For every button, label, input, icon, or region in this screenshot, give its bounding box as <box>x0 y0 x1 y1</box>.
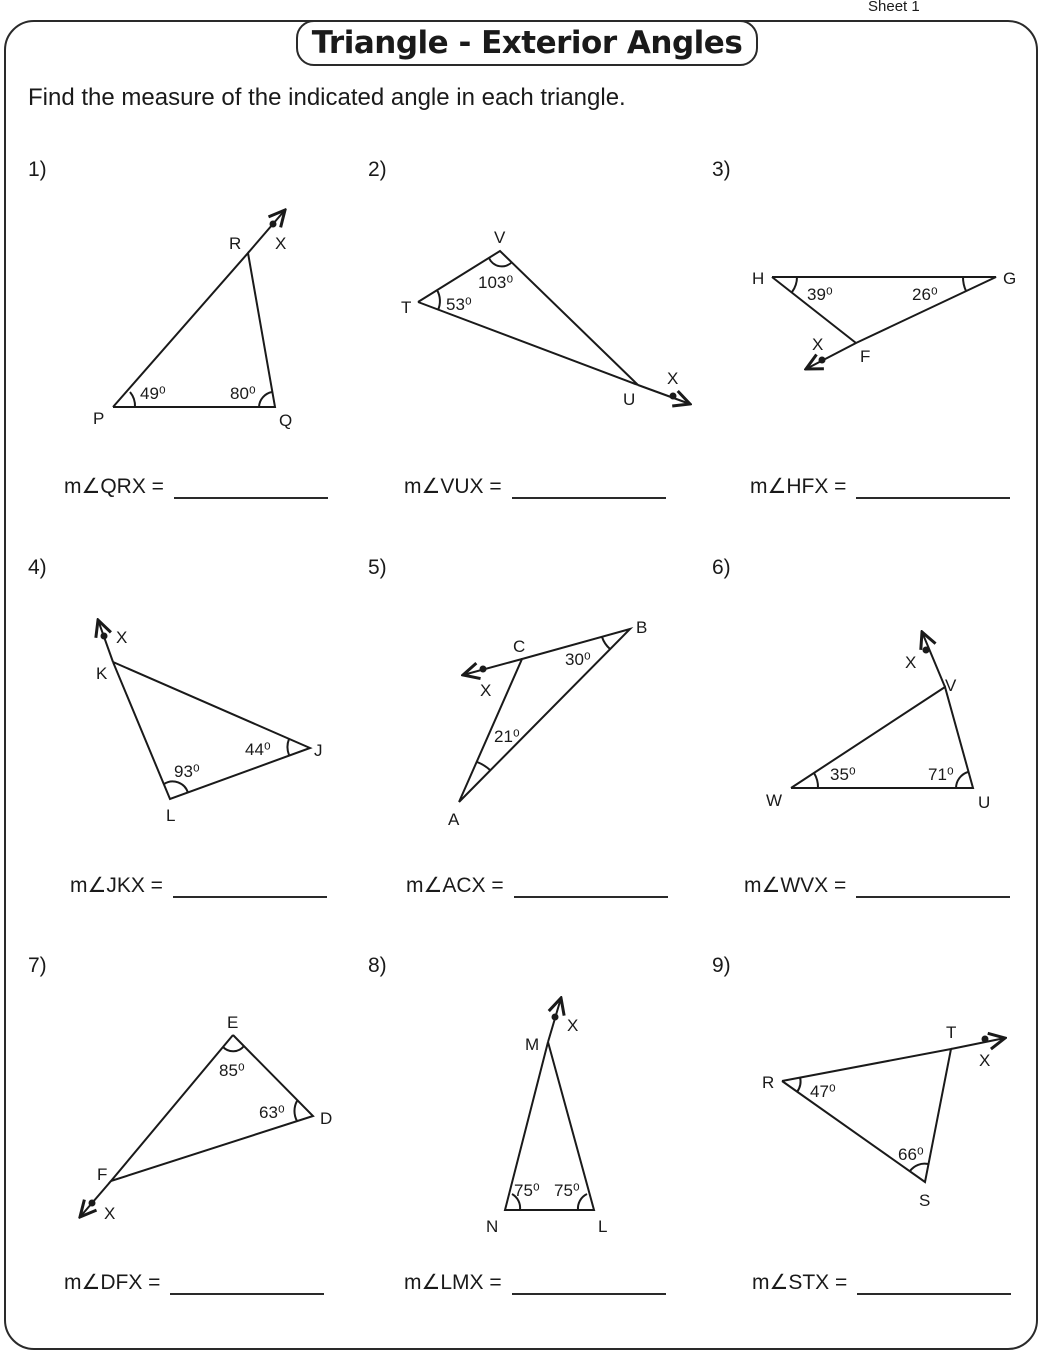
angle-label: 93⁰ <box>174 762 200 781</box>
question-label: m∠QRX = <box>64 475 164 498</box>
answer-row-7 <box>64 1270 324 1295</box>
vertex-label: F <box>860 347 871 366</box>
question-label: m∠JKX = <box>70 874 163 897</box>
problem-number: 7) <box>28 954 47 977</box>
problem-number: 6) <box>712 556 731 579</box>
angle-label: 66⁰ <box>898 1145 924 1164</box>
vertex-label: D <box>320 1109 333 1128</box>
angle-label: 30⁰ <box>565 650 591 669</box>
vertex-label: H <box>752 269 765 288</box>
labels-3 <box>752 269 1016 366</box>
triangle-8 <box>505 998 594 1210</box>
answer-blank[interactable] <box>512 1271 666 1295</box>
answer-blank[interactable] <box>514 874 668 898</box>
angle-label: 35⁰ <box>830 765 856 784</box>
angle-label: 71⁰ <box>928 765 954 784</box>
angle-label: 85⁰ <box>219 1061 245 1080</box>
problem-number: 3) <box>712 158 731 181</box>
triangle-2 <box>418 251 690 404</box>
vertex-label: K <box>96 664 108 683</box>
vertex-label: W <box>766 791 783 810</box>
labels-2 <box>401 228 678 409</box>
angle-label: 75⁰ <box>554 1181 580 1200</box>
vertex-label: T <box>401 298 412 317</box>
vertex-label: F <box>97 1165 108 1184</box>
worksheet-title: Triangle - Exterior Angles <box>296 20 758 66</box>
answer-row-2 <box>404 474 666 499</box>
sheet-label: Sheet 1 <box>868 0 920 15</box>
answer-row-1 <box>64 474 328 499</box>
triangle-4 <box>98 620 310 799</box>
problem-number: 5) <box>368 556 387 579</box>
angle-label: 80⁰ <box>230 384 256 403</box>
question-label: m∠LMX = <box>404 1271 502 1294</box>
angle-label: 75⁰ <box>514 1181 540 1200</box>
vertex-label: X <box>104 1204 116 1223</box>
angle-label: 47⁰ <box>810 1082 836 1101</box>
vertex-label: M <box>525 1035 540 1054</box>
answer-blank[interactable] <box>173 874 327 898</box>
vertex-label: X <box>567 1016 579 1035</box>
vertex-label: U <box>978 793 991 812</box>
angle-label: 21⁰ <box>494 727 520 746</box>
angle-label: 63⁰ <box>259 1103 285 1122</box>
answer-blank[interactable] <box>170 1271 324 1295</box>
triangle-1 <box>113 210 285 407</box>
angle-label: 53⁰ <box>446 295 472 314</box>
labels-9 <box>762 1023 990 1210</box>
vertex-label: U <box>623 390 636 409</box>
vertex-label: G <box>1003 269 1017 288</box>
vertex-label: X <box>667 369 679 388</box>
vertex-label: V <box>494 228 506 247</box>
question-label: m∠HFX = <box>750 475 847 498</box>
problem-number: 1) <box>28 158 47 181</box>
answer-blank[interactable] <box>512 475 666 499</box>
problem-number: 8) <box>368 954 387 977</box>
answer-blank[interactable] <box>857 1271 1011 1295</box>
vertex-label: S <box>919 1191 931 1210</box>
answer-blank[interactable] <box>856 874 1010 898</box>
vertex-label: X <box>979 1051 991 1070</box>
vertex-label: B <box>636 618 648 637</box>
vertex-label: X <box>480 681 492 700</box>
vertex-label: V <box>945 676 957 695</box>
instructions: Find the measure of the indicated angle in each triangle. <box>28 84 626 111</box>
vertex-label: X <box>116 628 128 647</box>
vertex-label: P <box>93 409 105 428</box>
vertex-label: R <box>762 1073 775 1092</box>
vertex-label: R <box>229 234 242 253</box>
angle-label: 26⁰ <box>912 285 938 304</box>
problem-number: 2) <box>368 158 387 181</box>
vertex-label: J <box>314 741 323 760</box>
vertex-label: X <box>905 653 917 672</box>
labels-7 <box>97 1013 332 1223</box>
triangle-7 <box>80 1035 313 1217</box>
vertex-label: L <box>598 1217 608 1236</box>
triangle-5 <box>459 629 630 802</box>
angle-label: 39⁰ <box>807 285 833 304</box>
angle-label: 49⁰ <box>140 384 166 403</box>
labels-5 <box>448 618 647 829</box>
question-label: m∠ACX = <box>406 874 504 897</box>
vertex-label: N <box>486 1217 499 1236</box>
vertex-label: E <box>227 1013 239 1032</box>
answer-row-8 <box>404 1270 666 1295</box>
answer-blank[interactable] <box>174 475 328 499</box>
question-label: m∠VUX = <box>404 475 502 498</box>
labels-4 <box>96 628 323 825</box>
question-label: m∠STX = <box>752 1271 848 1294</box>
problem-number: 9) <box>712 954 731 977</box>
angle-label: 44⁰ <box>245 740 271 759</box>
angle-label: 103⁰ <box>478 273 514 292</box>
vertex-label: A <box>448 810 460 829</box>
question-label: m∠WVX = <box>744 874 847 897</box>
vertex-label: L <box>166 806 176 825</box>
answer-row-9 <box>752 1270 1011 1295</box>
vertex-label: X <box>812 335 824 354</box>
problem-number: 4) <box>28 556 47 579</box>
answer-row-4 <box>70 873 327 898</box>
vertex-label: T <box>946 1023 957 1042</box>
answer-row-5 <box>406 873 668 898</box>
triangle-3 <box>772 277 996 369</box>
vertex-label: C <box>513 637 526 656</box>
answer-blank[interactable] <box>856 475 1010 499</box>
answer-row-3 <box>750 474 1010 499</box>
vertex-label: X <box>275 234 287 253</box>
triangle-9 <box>782 1038 1005 1182</box>
answer-row-6 <box>744 873 1010 898</box>
question-label: m∠DFX = <box>64 1271 161 1294</box>
vertex-label: Q <box>279 411 293 430</box>
